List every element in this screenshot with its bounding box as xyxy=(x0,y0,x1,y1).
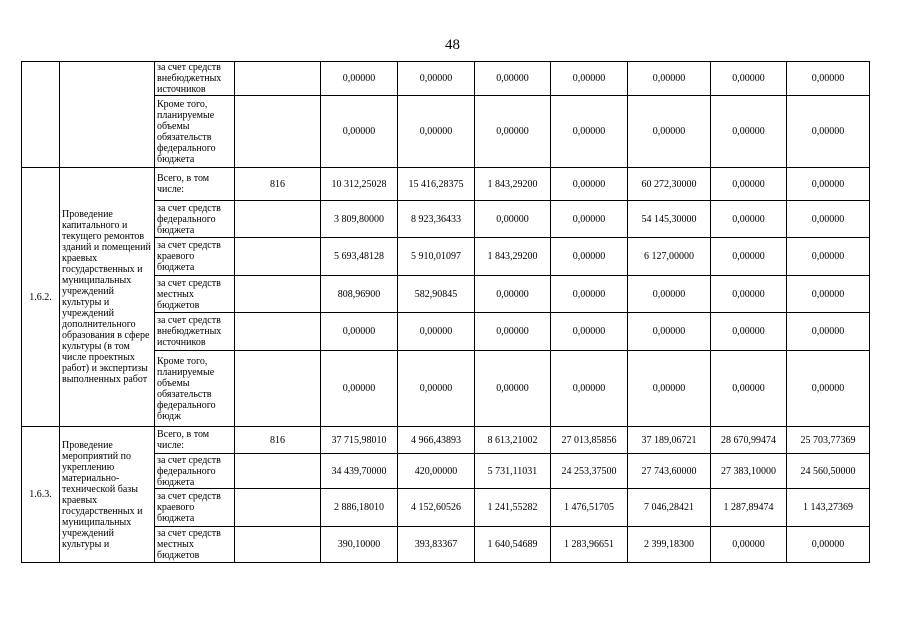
value-cell: 5 693,48128 xyxy=(321,238,398,276)
budget-code xyxy=(235,351,321,427)
value-cell: 37 189,06721 xyxy=(628,427,711,454)
value-cell: 0,00000 xyxy=(787,313,870,351)
value-cell: 54 145,30000 xyxy=(628,201,711,238)
value-cell: 0,00000 xyxy=(321,313,398,351)
value-cell: 1 476,51705 xyxy=(551,489,628,527)
value-cell: 0,00000 xyxy=(787,351,870,427)
value-cell: 0,00000 xyxy=(551,238,628,276)
value-cell: 0,00000 xyxy=(711,527,787,563)
value-cell: 0,00000 xyxy=(475,313,551,351)
value-cell: 0,00000 xyxy=(551,313,628,351)
value-cell: 4 966,43893 xyxy=(398,427,475,454)
funding-source: Кроме того, планируемые объемы обязательств федерального бюджета xyxy=(155,96,235,168)
value-cell: 0,00000 xyxy=(787,527,870,563)
value-cell: 0,00000 xyxy=(398,313,475,351)
budget-code xyxy=(235,313,321,351)
value-cell: 24 560,50000 xyxy=(787,454,870,489)
page-number: 48 xyxy=(445,37,460,53)
value-cell: 1 241,55282 xyxy=(475,489,551,527)
item-number: 1.6.3. xyxy=(22,427,60,563)
value-cell: 0,00000 xyxy=(711,62,787,96)
value-cell: 0,00000 xyxy=(787,238,870,276)
value-cell: 0,00000 xyxy=(711,313,787,351)
value-cell: 0,00000 xyxy=(321,351,398,427)
funding-source: Всего, в том числе: xyxy=(155,168,235,201)
funding-source: за счет средств федерального бюджета xyxy=(155,454,235,489)
value-cell: 1 143,27369 xyxy=(787,489,870,527)
value-cell: 1 287,89474 xyxy=(711,489,787,527)
value-cell: 0,00000 xyxy=(551,351,628,427)
budget-code xyxy=(235,201,321,238)
item-description: Проведение капитального и текущего ремонтов зданий и помещений краевых государственных и муниципальных учреждений культуры и учреждений дополнительного образования в сфере культуры (в том числе проектных работ) и экспертизы выполненных работ xyxy=(60,168,155,427)
value-cell: 0,00000 xyxy=(787,276,870,313)
value-cell: 1 843,29200 xyxy=(475,238,551,276)
value-cell: 0,00000 xyxy=(551,96,628,168)
value-cell: 5 910,01097 xyxy=(398,238,475,276)
value-cell: 0,00000 xyxy=(398,62,475,96)
value-cell: 0,00000 xyxy=(321,96,398,168)
table-row xyxy=(22,427,870,454)
budget-code xyxy=(235,96,321,168)
funding-source: Всего, в том числе: xyxy=(155,427,235,454)
value-cell: 0,00000 xyxy=(475,201,551,238)
value-cell: 1 843,29200 xyxy=(475,168,551,201)
value-cell: 2 399,18300 xyxy=(628,527,711,563)
funding-source: за счет средств местных бюджетов xyxy=(155,276,235,313)
funding-source: Кроме того, планируемые объемы обязательств федерального бюдж xyxy=(155,351,235,427)
value-cell: 808,96900 xyxy=(321,276,398,313)
value-cell: 2 886,18010 xyxy=(321,489,398,527)
budget-code xyxy=(235,527,321,563)
value-cell: 0,00000 xyxy=(787,168,870,201)
value-cell: 4 152,60526 xyxy=(398,489,475,527)
value-cell: 0,00000 xyxy=(711,276,787,313)
value-cell: 0,00000 xyxy=(711,168,787,201)
value-cell: 0,00000 xyxy=(398,351,475,427)
value-cell: 34 439,70000 xyxy=(321,454,398,489)
value-cell: 0,00000 xyxy=(551,276,628,313)
value-cell: 0,00000 xyxy=(398,96,475,168)
value-cell: 25 703,77369 xyxy=(787,427,870,454)
value-cell: 24 253,37500 xyxy=(551,454,628,489)
funding-source: за счет средств местных бюджетов xyxy=(155,527,235,563)
budget-code xyxy=(235,238,321,276)
value-cell: 0,00000 xyxy=(711,351,787,427)
item-description xyxy=(60,62,155,168)
value-cell: 37 715,98010 xyxy=(321,427,398,454)
budget-table xyxy=(21,61,870,563)
value-cell: 420,00000 xyxy=(398,454,475,489)
funding-source: за счет средств краевого бюджета xyxy=(155,238,235,276)
value-cell: 0,00000 xyxy=(711,96,787,168)
value-cell: 8 613,21002 xyxy=(475,427,551,454)
budget-code xyxy=(235,454,321,489)
value-cell: 0,00000 xyxy=(711,201,787,238)
value-cell: 15 416,28375 xyxy=(398,168,475,201)
value-cell: 1 640,54689 xyxy=(475,527,551,563)
value-cell: 0,00000 xyxy=(787,96,870,168)
value-cell: 582,90845 xyxy=(398,276,475,313)
value-cell: 28 670,99474 xyxy=(711,427,787,454)
value-cell: 0,00000 xyxy=(628,313,711,351)
value-cell: 0,00000 xyxy=(628,351,711,427)
budget-code: 816 xyxy=(235,168,321,201)
value-cell: 0,00000 xyxy=(551,201,628,238)
table-row xyxy=(22,62,870,96)
item-description: Проведение мероприятий по укреплению материально-технической базы краевых государственных и муниципальных учреждений культуры и xyxy=(60,427,155,563)
value-cell: 0,00000 xyxy=(551,168,628,201)
funding-source: за счет средств внебюджетных источников xyxy=(155,62,235,96)
budget-code xyxy=(235,489,321,527)
item-number xyxy=(22,62,60,168)
funding-source: за счет средств краевого бюджета xyxy=(155,489,235,527)
value-cell: 0,00000 xyxy=(787,201,870,238)
value-cell: 0,00000 xyxy=(475,276,551,313)
value-cell: 27 743,60000 xyxy=(628,454,711,489)
value-cell: 8 923,36433 xyxy=(398,201,475,238)
funding-source: за счет средств внебюджетных источников xyxy=(155,313,235,351)
table-body xyxy=(22,62,870,563)
value-cell: 0,00000 xyxy=(628,62,711,96)
value-cell: 0,00000 xyxy=(321,62,398,96)
item-number: 1.6.2. xyxy=(22,168,60,427)
funding-source: за счет средств федерального бюджета xyxy=(155,201,235,238)
value-cell: 1 283,96651 xyxy=(551,527,628,563)
value-cell: 27 013,85856 xyxy=(551,427,628,454)
budget-code: 816 xyxy=(235,427,321,454)
table-row xyxy=(22,168,870,201)
value-cell: 0,00000 xyxy=(475,351,551,427)
value-cell: 27 383,10000 xyxy=(711,454,787,489)
value-cell: 6 127,00000 xyxy=(628,238,711,276)
value-cell: 0,00000 xyxy=(628,276,711,313)
value-cell: 0,00000 xyxy=(711,238,787,276)
budget-code xyxy=(235,276,321,313)
value-cell: 3 809,80000 xyxy=(321,201,398,238)
value-cell: 393,83367 xyxy=(398,527,475,563)
value-cell: 60 272,30000 xyxy=(628,168,711,201)
value-cell: 10 312,25028 xyxy=(321,168,398,201)
value-cell: 7 046,28421 xyxy=(628,489,711,527)
value-cell: 0,00000 xyxy=(551,62,628,96)
budget-code xyxy=(235,62,321,96)
value-cell: 0,00000 xyxy=(475,96,551,168)
value-cell: 5 731,11031 xyxy=(475,454,551,489)
value-cell: 0,00000 xyxy=(475,62,551,96)
value-cell: 390,10000 xyxy=(321,527,398,563)
value-cell: 0,00000 xyxy=(628,96,711,168)
value-cell: 0,00000 xyxy=(787,62,870,96)
